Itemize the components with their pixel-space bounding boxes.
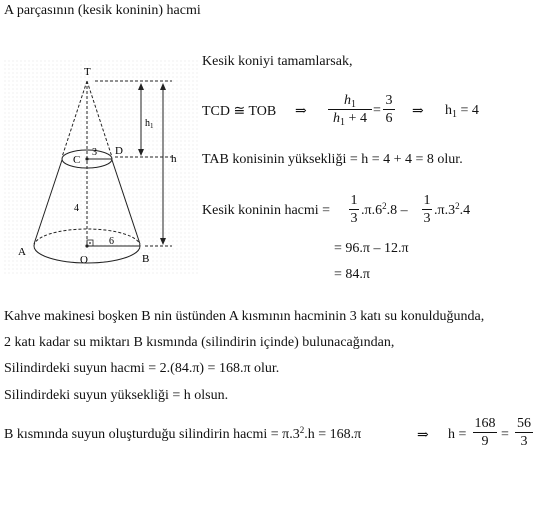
fraction-56-over-3: 56 3 xyxy=(517,416,531,449)
paragraph-line-2: 2 katı kadar su miktarı B kısmında (silindirin içinde) bulunacağından, xyxy=(4,335,395,350)
paragraph-line-4: Silindirdeki suyun yüksekliği = h olsun. xyxy=(4,388,229,403)
h-equals: h = xyxy=(448,427,467,442)
volume-term-2: $.\pi.3^2.4$ xyxy=(434,201,471,218)
page-title: A parçasının (kesik koninin) hacmi xyxy=(4,3,201,18)
h1-result: $h_1 = 4$ xyxy=(445,103,479,120)
cone-height-line: TAB konisinin yüksekliği = h = 4 + 4 = 8 olur. xyxy=(202,152,463,167)
equals-final: = xyxy=(501,427,509,442)
volume-label: Kesik koninin hacmi = xyxy=(202,203,331,218)
arrow-1: ⇒ xyxy=(295,104,307,119)
cylinder-volume-line: B kısmında suyun oluşturduğu silindirin hacmi = $\pi.3^2.h = 168.\pi$ xyxy=(4,425,362,442)
label-A: A xyxy=(18,246,26,258)
label-h1: $h_1$ xyxy=(145,118,154,130)
fraction-h1-over-h1-plus-4: $h_1$ $h_1 + 4$ xyxy=(328,93,372,126)
label-h: h xyxy=(171,153,177,165)
volume-line-2: = 96.π – 12.π xyxy=(334,241,409,256)
solution-intro: Kesik koniyi tamamlarsak, xyxy=(202,54,353,69)
equals-1: = xyxy=(373,103,381,118)
similarity-lhs: TCD ≅ TOB xyxy=(202,104,277,119)
fraction-168-over-9: 168 9 xyxy=(474,416,496,449)
label-C: C xyxy=(73,154,81,166)
paragraph-line-3: Silindirdeki suyun hacmi = 2.(84.π) = 168.π olur. xyxy=(4,361,280,376)
label-4: 4 xyxy=(74,203,79,214)
truncated-cone-figure xyxy=(0,55,200,335)
volume-term-1: $.\pi.6^2.8$ – xyxy=(361,201,408,218)
volume-line-3: = 84.π xyxy=(334,267,370,282)
label-B: B xyxy=(142,253,150,265)
label-3: 3 xyxy=(92,147,97,158)
volume-fraction-2: 1 3 xyxy=(423,193,431,226)
label-O: O xyxy=(80,254,88,266)
arrow-3: ⇒ xyxy=(417,428,429,443)
fraction-3-over-6: 3 6 xyxy=(383,93,395,126)
volume-fraction-1: 1 3 xyxy=(350,193,358,226)
paragraph-line-1: Kahve makinesi boşken B nin üstünden A kısmının hacminin 3 katı su konulduğunda, xyxy=(4,309,485,324)
arrow-2: ⇒ xyxy=(412,104,424,119)
label-6: 6 xyxy=(109,236,114,247)
label-T: T xyxy=(84,66,91,78)
label-D: D xyxy=(115,145,123,157)
figure-background xyxy=(4,60,200,275)
